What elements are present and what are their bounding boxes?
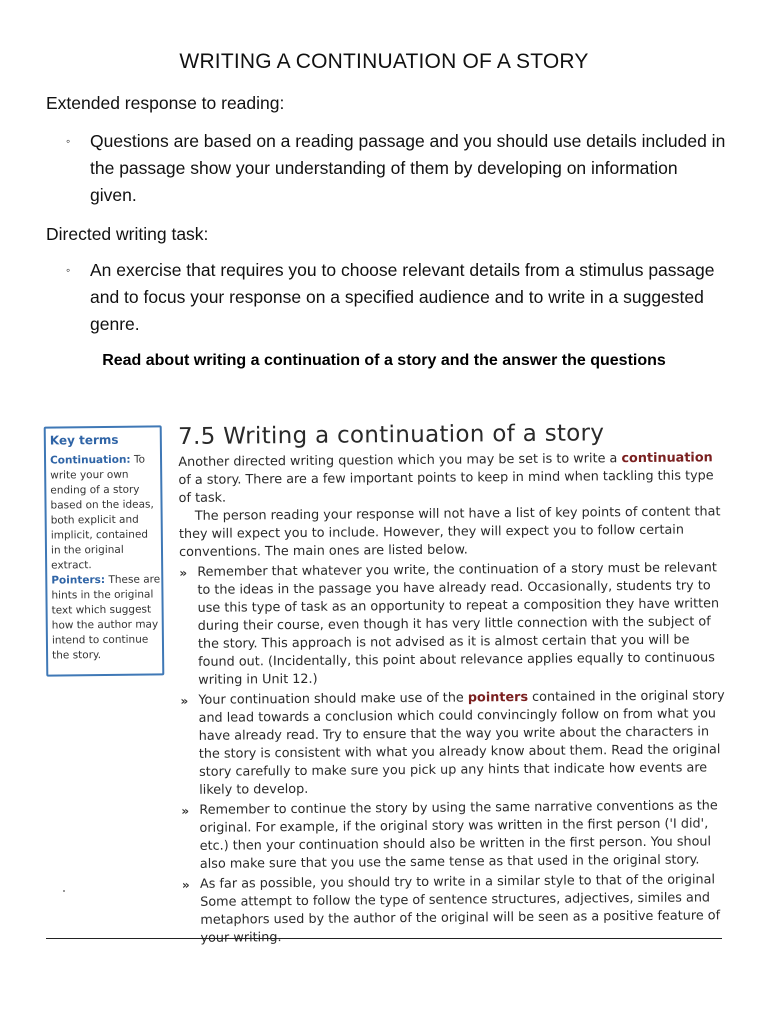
bullet-text-part: Your continuation should make use of the [198, 690, 464, 708]
double-chevron-icon: » [181, 803, 190, 818]
excerpt-bullet-text: As far as possible, you should try to write in a similar style to that of the original Some attempt to follow the type of sentence structures, adjectives, similes and metaphors used by the author of the original will be seen as a positive feature of your writing. [199, 872, 721, 946]
double-chevron-icon: » [180, 693, 189, 708]
keyword-pointers: pointers [467, 689, 529, 706]
bullet-text: Questions are based on a reading passage and you should use details included in the passage show your understanding of them by developing on information given. [90, 131, 726, 205]
bullet-extended-response [66, 128, 726, 209]
intro-text: of a story. There are a few important points to keep in mind when tackling this type of task. [178, 468, 714, 506]
excerpt-bullet [181, 797, 730, 874]
excerpt-bullet [182, 871, 731, 948]
section-heading: 7.5 Writing a continuation of a story [178, 420, 605, 450]
excerpt-bullet-text [198, 687, 729, 800]
instruction-text: Read about writing a continuation of a story and the answer the questions [102, 352, 666, 369]
bullet-text-part: contained in the original story and lead towards a conclusion which could convincingly follow on from what you have already read. Try to ensure that the way you write about the characters in the story is consistent with what you already know about them. Read the original story carefully to make sure you pick up any hints that indicate how events are likely to develop. [198, 688, 725, 798]
bottom-divider [46, 938, 722, 939]
section-label-directed-writing: Directed writing task: [46, 224, 209, 244]
excerpt-bullet [179, 559, 728, 690]
double-chevron-icon: » [179, 565, 188, 580]
hollow-bullet-icon: ◦ [66, 263, 71, 277]
double-chevron-icon: » [181, 877, 190, 892]
excerpt-bullet-text: Remember that whatever you write, the continuation of a story must be relevant to the ideas in the passage you have already read. Occasionally, students try to use this type of task as an opportunity to repeat a composition they have written during their course, even though it has very little connection with the subject of the story. This approach is not advised as it is almost certain that you will be found out. (Incidentally, this point about relevance applies equally to continuous writing in Unit 12.) [197, 560, 720, 688]
textbook-excerpt-scan [40, 418, 725, 946]
page-title: WRITING A CONTINUATION OF A STORY [179, 50, 589, 73]
keyword-continuation: continuation [621, 450, 713, 467]
hollow-bullet-icon: ◦ [66, 134, 71, 148]
key-term-label: Pointers: [51, 573, 106, 587]
key-term-definition: These are hints in the original text which suggest how the author may intend to continue the story. [51, 573, 161, 662]
key-term-definition: To write your own ending of a story based on the ideas, both explicit and implicit, contained in the original extract. [50, 453, 154, 572]
bullet-text: An exercise that requires you to choose relevant details from a stimulus passage and to focus your response on a specified audience and to write in a suggested genre. [90, 260, 715, 334]
key-terms-heading: Key terms [49, 432, 119, 448]
scan-speck [63, 890, 65, 892]
key-term-pointers [51, 572, 162, 663]
intro-paragraph-2: The person reading your response will not have a list of key points of content that they will expect you to include. However, they will expect you to follow certain conventions. The main ones are listed below. [178, 504, 721, 560]
excerpt-bullet-text: Remember to continue the story by using the same narrative conventions as the original. For example, if the original story was written in the first person ('I did', etc.) then your continuation should also be written in the first person. You shoul also make sure that you use the same tense as that used in the original story. [199, 798, 718, 872]
bullet-directed-writing [66, 257, 726, 338]
intro-paragraph [178, 449, 726, 508]
intro-text: Another directed writing question which you may be set is to write a [178, 451, 618, 470]
key-term-continuation [50, 452, 161, 573]
excerpt-bullet [180, 687, 729, 800]
key-term-label: Continuation: [49, 453, 131, 467]
excerpt-body [178, 419, 731, 948]
section-label-extended-response: Extended response to reading: [46, 93, 285, 113]
key-terms-box [44, 425, 165, 676]
